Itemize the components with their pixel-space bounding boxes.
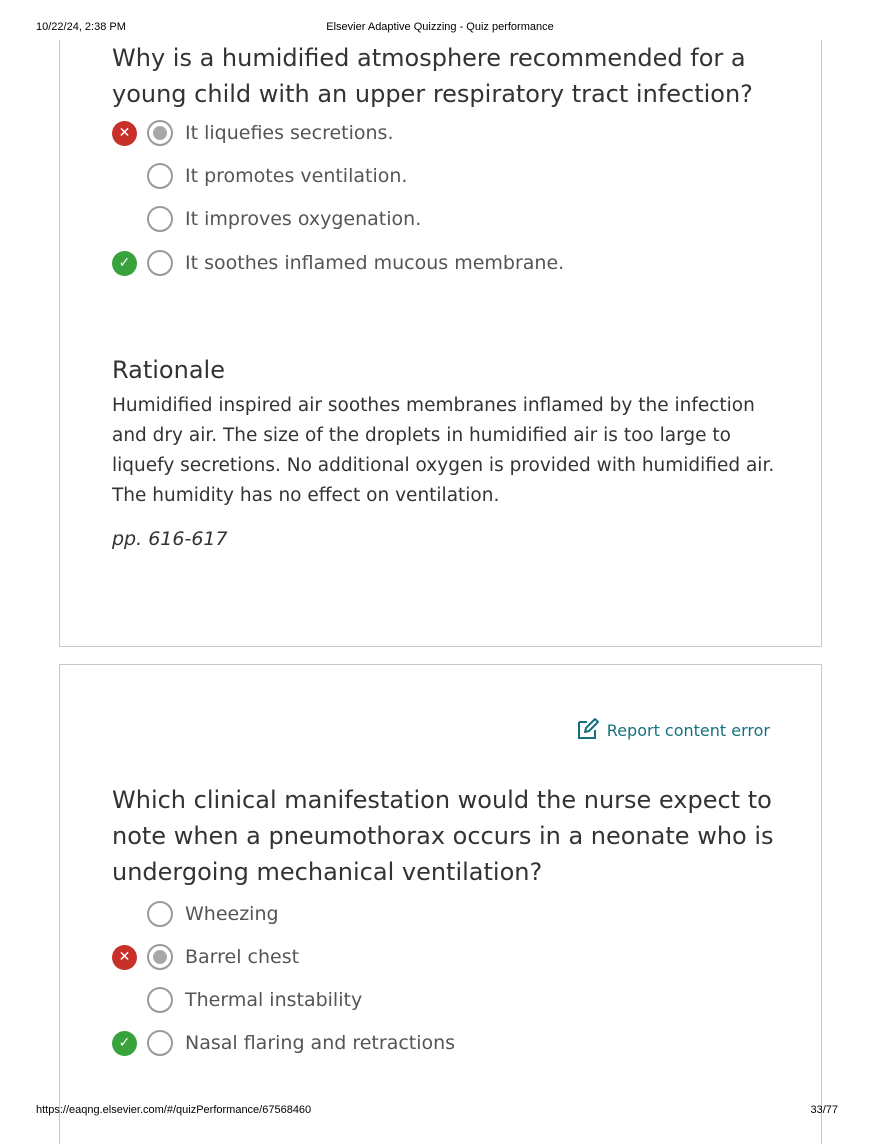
- question-card-2: [59, 664, 822, 1144]
- answer-option[interactable]: [112, 1030, 762, 1058]
- question-text: Which clinical manifestation would the nurse expect to note when a pneumothorax occurs in a neonate who is undergoing mechanical ventilation?: [112, 786, 774, 886]
- question-card-1: [59, 40, 822, 647]
- radio-button[interactable]: [147, 206, 173, 232]
- radio-button[interactable]: [147, 944, 173, 970]
- print-datetime: 10/22/24, 2:38 PM: [36, 21, 126, 33]
- answer-label: It promotes ventilation.: [185, 165, 408, 187]
- print-title: Elsevier Adaptive Quizzing - Quiz performance: [326, 21, 554, 33]
- answer-option[interactable]: [112, 987, 762, 1015]
- report-content-error-link[interactable]: [607, 717, 770, 745]
- answer-label: Wheezing: [185, 903, 279, 925]
- incorrect-icon: ✕: [112, 121, 137, 146]
- answer-option[interactable]: [112, 163, 762, 191]
- radio-button[interactable]: [147, 163, 173, 189]
- radio-button[interactable]: [147, 120, 173, 146]
- answer-option[interactable]: [112, 944, 762, 972]
- answer-label: It liquefies secretions.: [185, 122, 394, 144]
- report-label: Report content error: [606, 721, 770, 740]
- radio-button[interactable]: [147, 987, 173, 1013]
- radio-button[interactable]: [147, 250, 173, 276]
- answer-option[interactable]: [112, 250, 762, 278]
- page-reference: pp. 616-617: [112, 528, 228, 550]
- answer-label: It improves oxygenation.: [185, 208, 422, 230]
- radio-button[interactable]: [147, 1030, 173, 1056]
- print-page-number: 33/77: [810, 1104, 838, 1116]
- question-text: Why is a humidified atmosphere recommended for a young child with an upper respiratory tract infection?: [112, 44, 753, 108]
- answer-label: Thermal instability: [185, 989, 363, 1011]
- correct-icon: ✓: [112, 1031, 137, 1056]
- answer-label: Nasal flaring and retractions: [185, 1032, 456, 1054]
- answer-option[interactable]: [112, 206, 762, 234]
- radio-selected-dot: [153, 126, 167, 140]
- correct-icon: ✓: [112, 251, 137, 276]
- radio-button[interactable]: [147, 901, 173, 927]
- edit-icon: [576, 717, 600, 741]
- incorrect-icon: ✕: [112, 945, 137, 970]
- answer-option[interactable]: [112, 120, 762, 148]
- answer-option[interactable]: [112, 901, 762, 929]
- print-url: https://eaqng.elsevier.com/#/quizPerformance/67568460: [36, 1104, 312, 1116]
- answer-label: Barrel chest: [185, 946, 300, 968]
- rationale-text: Humidified inspired air soothes membranes inflamed by the infection and dry air. The size of the droplets in humidified air is too large to liquefy secretions. No additional oxygen is provided with humidified air. The humidity has no effect on ventilation.: [112, 395, 775, 506]
- radio-selected-dot: [153, 950, 167, 964]
- answer-label: It soothes inflamed mucous membrane.: [185, 252, 565, 274]
- rationale-heading: Rationale: [112, 356, 225, 384]
